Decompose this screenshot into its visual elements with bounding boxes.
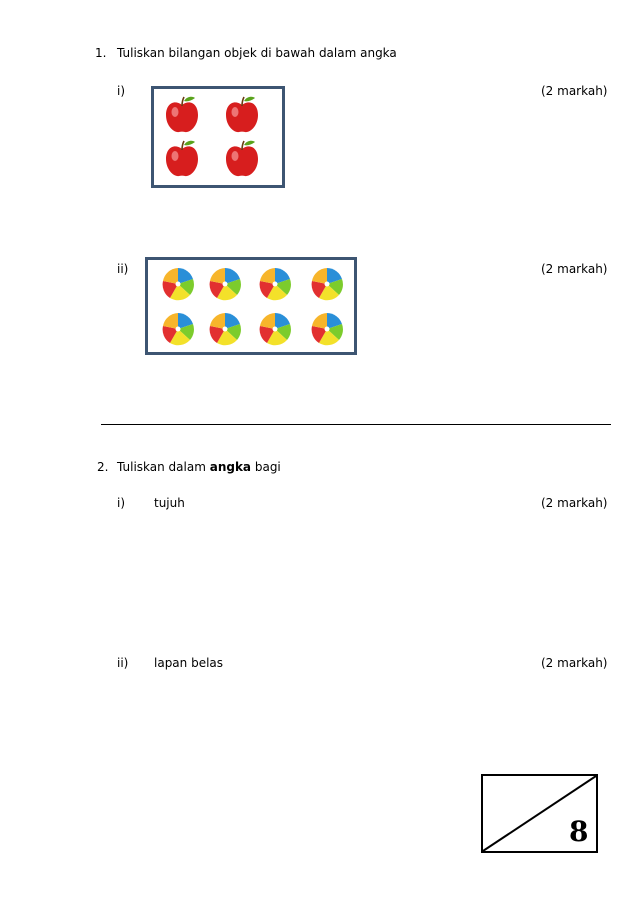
q1-part-ii-label: ii) bbox=[117, 262, 129, 276]
beach-ball-icon bbox=[161, 312, 195, 346]
q2-part-ii-label: ii) bbox=[117, 656, 129, 670]
q2-part-ii-marks: (2 markah) bbox=[541, 656, 608, 670]
apple-picture-frame bbox=[151, 86, 285, 188]
q2-part-ii-text: lapan belas bbox=[154, 656, 224, 670]
beach-ball-icon bbox=[208, 312, 242, 346]
q2-number: 2. bbox=[97, 460, 109, 474]
q2-prompt-bold: angka bbox=[209, 460, 252, 474]
beach-ball-icon bbox=[258, 267, 292, 301]
beach-ball-icon bbox=[310, 267, 344, 301]
score-max-value: 8 bbox=[569, 815, 589, 848]
section-divider bbox=[101, 424, 611, 425]
q1-part-i-marks: (2 markah) bbox=[541, 84, 608, 98]
apple-icon bbox=[164, 95, 200, 135]
q2-prompt-after: bagi bbox=[251, 460, 281, 474]
ball-picture-frame bbox=[145, 257, 357, 355]
beach-ball-icon bbox=[161, 267, 195, 301]
apple-icon bbox=[224, 95, 260, 135]
q1-part-ii-marks: (2 markah) bbox=[541, 262, 608, 276]
q1-number: 1. bbox=[95, 46, 107, 60]
q2-part-i-marks: (2 markah) bbox=[541, 496, 608, 510]
q1-prompt: Tuliskan bilangan objek di bawah dalam angka bbox=[117, 46, 397, 60]
beach-ball-icon bbox=[258, 312, 292, 346]
q2-prompt-before: Tuliskan dalam bbox=[117, 460, 210, 474]
apple-icon bbox=[164, 139, 200, 179]
beach-ball-icon bbox=[208, 267, 242, 301]
q2-prompt bbox=[117, 460, 281, 474]
q2-part-i-text: tujuh bbox=[154, 496, 185, 510]
q1-part-i-label: i) bbox=[117, 84, 126, 98]
apple-icon bbox=[224, 139, 260, 179]
q2-part-i-label: i) bbox=[117, 496, 126, 510]
beach-ball-icon bbox=[310, 312, 344, 346]
score-box bbox=[481, 774, 598, 853]
